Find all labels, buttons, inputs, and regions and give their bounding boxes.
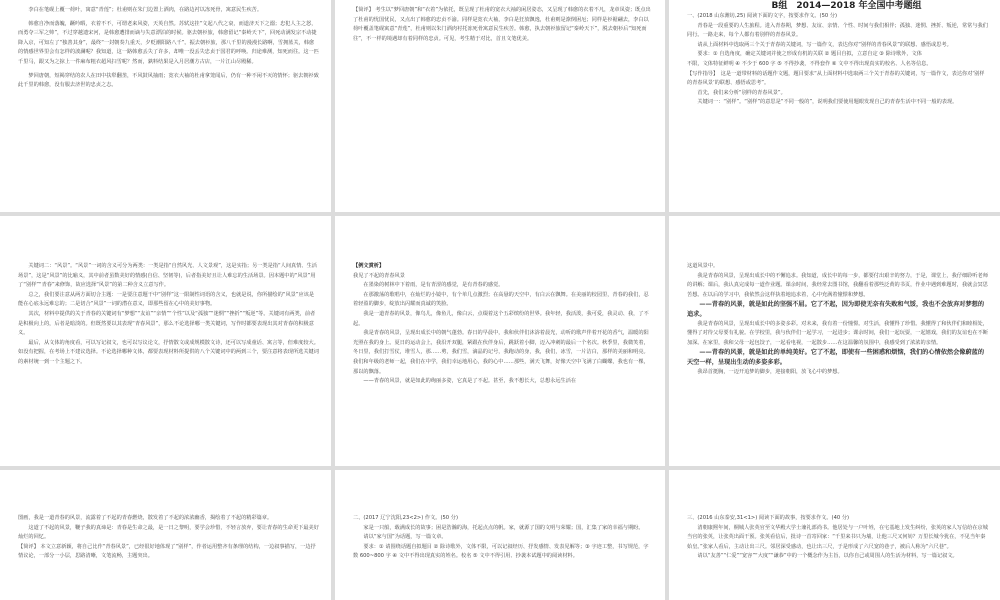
paragraph: 请从上面材料中选取两三个关于青春的关键词，写一篇作文，表达你对“别样的青春风景”的联想、感悟或思考。	[697, 41, 952, 48]
paragraph: 我是青春的风景，呈现出成长中的多姿多彩。对未来，我有着一份憧憬。对生活，我懂得了珍惜。我懂得了和伙伴们和睦相处，懂得了对待父母要有礼貌。在学校里，我与伙伴们一起学习，一起进步；课余时间，我们一起玩耍，一起嬉戏，我们的友谊也在不断加深。在家里，我和父母一起包饺子，一起看电视，一起散步……在这温馨的氛围中，我感受到了浓浓的亲情。	[687, 320, 988, 346]
question-title: 三、(2016 山东泰安,31<1>) 阅读下面的故事，按要求作文。(40 分)	[687, 515, 850, 521]
paragraph: 家是一只船，载满成长的故事；困是浩瀚的海，托起点点的帆。家，就源了国的文明与荣耀；国，汇集了家的幸福与期盼。	[363, 524, 644, 531]
paragraph: 请以“家与国”为话题，写一篇文章。	[363, 534, 447, 541]
paragraph: 要求：① 自选角度，确定关键词并使之形成有机的关联 ② 题目自拟，立意自定 ③ 除诗歌外，文体	[697, 51, 922, 58]
paragraph: 清朝康熙年间，桐城人张英官至文华殿大学士兼礼部尚书。他居处与一户叶姓，在宅基地上发生纠纷，张英的家人写信给在京城当官的张英，让张英出面干预。张英看信后，批诗一首寄回家：“千里来书只为墙，让他三尺又何妨？万里长城今犹在，不见当年秦始皇。”张家人看后，主动让出三尺。邻居深受感动，也让出三尺，于是形成了六尺宽的巷子，被后人称为“六尺巷”。	[687, 524, 988, 550]
document-page-4	[0, 216, 331, 466]
paragraph: 不限，文体特征鲜明 ④ 不少于 600 字 ⑤ 不得抄袭，不得套作 ⑥ 文中不得出现真实的校名、人名等信息。	[687, 60, 932, 67]
paragraph: 总之，我们要注意从两方面切合主题：一是要注意题干中“别样”这一限制性词语的含义，也就是说，你所描绘的“风景”应该是能在心底永远难忘的；二是切合“风景”一词的潜在意义，即那些留在心中的美好事物。	[18, 291, 315, 308]
document-page-5	[335, 216, 665, 466]
paragraph: 在墨染的树林中下着雨，是有青涩的感觉，是有青春的感觉。	[363, 282, 504, 289]
document-page-1	[0, 0, 331, 212]
paragraph: 关键词一：“别样”。“别样”的意思是“不同一般的”，说明我们要使用题眼发现自己的青春生活中不同一般的表现。	[697, 99, 958, 106]
example-label: 【例文赏析】	[353, 263, 385, 269]
document-page-6	[669, 216, 1000, 466]
highlight-paragraph: ——青春的风景，就是如此的坚强不屈。它了不起，因为即使无奈有失败和气馁，我也不会放弃对梦想的追求。	[687, 301, 985, 318]
paragraph: 最后，从文体的角度看，可以写记叙文，也可以写议论文，抒情散文或成规模散文诗，还可以写成童话、寓言等，但难度较大。如没有把握，在考场上不建议选择。不论选择哪种文体，都要表现材料所提供的八个关键词中的两到三个，要注意将表现所选关键词的素材统一到一个主题之下。	[18, 339, 319, 365]
paragraph: 这道风景中。	[687, 263, 719, 269]
section-heading: B组 2014—2018 年全国中考题组	[771, 1, 922, 11]
document-page-7	[0, 470, 331, 600]
paragraph: 我昂首挺胸，一迈开追梦的脚步，迎接朝阳，放飞心中的梦想。	[697, 368, 843, 375]
commentary-paragraph: 【简评】 考生以“梦回唐朝”和“衣着”为依托，既呈现了杜甫的宽衣大袖的闲居姿态，又呈现了韩愈的衣着不凡，龙章凤姿；既点出了杜甫的忧国忧民，又点出了韩愈的忠贞不渝。同样是宽衣大袖，李白是狂放飘逸，杜甫则是潦倒困厄；同样是衫裾翩去，李白以荷叶覆盖笔砚寓意“青莲”，杜甫则以朱门酒肉衬托冻死骨寓意民生疾苦。韩愈，执去朝衫旅留记“秦岭天下”，脱去朝衫后“知死而往”，不一样的境遇却有着同样的忠贞。可见，考生精于对比，首且文笔优美。	[353, 7, 651, 42]
paragraph: 要求：① 请围绕话题自拟题目 ② 除诗歌外，文体不限，可以记叙经历、抒发感情、发表见解等；③ 字迹工整，书写规范，字数 600~800 字 ④ 文中不得出现真实的姓名。校名 ⑤ 文中不得引用、抄袭本试题中的阅读材料。	[353, 543, 649, 560]
paragraph: 梦回唐朝，短褐穿结的农人在田中扶犁翻垄，不风鼓风抽雨；宽衣大袖的杜甫拿笼闻后，仍有一种不闲不灭的情怀；驱去朝衫致此千里的韩愈，没有服去济世的忠贞之志。	[18, 72, 319, 89]
document-page-2	[335, 0, 665, 212]
highlight-paragraph: ——青春的风景，就是如此的单纯美好。它了不起，即使有一些困惑和烦恼，我们的心情依然会像蔚蓝的天空一样，呈现出生动的多姿多彩。	[687, 349, 985, 366]
paragraph: 首先，我们来分析“别样的青春风景”。	[697, 89, 786, 96]
paragraph: 其次，材料中提供的关于青春的关键词有“梦想”“友谊”“亲情”“个性”以及“孤独”“迷惘”“挫折”“叛逆”等。关键词有两类，前者是积极向上的，后者是暗淡的。但既然要以其表现“青春风景”，那么不论选择哪一类关键词，写作时都要表现出其对青春的积极意义。	[18, 310, 316, 337]
paragraph: 韩愈自净而落魄，蹶吟暇，衣着不不，可谓老来风姿，天英自然。苏轼这挂“文起八代之衰，而道济天下之溺；忠犯人主之怒，而勇夺三军之帅”，不过穿越遗宋河，是韩愈遭排而谪与失意漂泊的时候。驱去朝衫旅，韩愈留记“秦岭天下”，回死动满发宗不动捷降入京，可知左了“独善其身”，最终“一封朝奏九重天，夕贬潮阳路八千”。振去朝衫旅，那八千里的漫漫长路啊，雪拥蓝关，韩愈的情感世界里会有怎样的波澜呢？我知道，这一路韩愈丢失了许多，却唯一没丢失忠贞于国君的呼唤。归途难测，知死而往。这一匹千里马，跟又为之掠上一件麻布粗衣超风扫雪呢？然而，孰料结果是入月居潮方古店，一片江山尽殿稀。	[18, 20, 319, 65]
paragraph: 在那激荡的歌唱中，在灿烂的小镜中，有个单几点激烈；在高悬的天空中，有白云在飘舞。在美丽的校园里，青春的我们，忍着轻盈的脚步，绽放出闪耀而真诚的笑脸。	[353, 291, 649, 308]
question-title: 一、(2018 山东潍坊,25) 阅读下面的文字，按要求作文。(50 分)	[687, 13, 838, 19]
commentary-paragraph: 【简评】 本文立意新颖，将自己比作“青春风景”，已经很好地体现了“别样”，作者运用整齐有条理的结构，一边叙事描写，一边抒情议论，一部分一小层，思路清晰，文笔流畅，主题突出。	[18, 543, 316, 560]
document-page-9	[669, 470, 1000, 600]
paragraph: 图画，我是一道青春的风景，流露着了不起的青春燃烧，散发着了不起的浓浓幽香，揭绘着了不起的精彩篇章。	[18, 515, 273, 521]
writing-guide: 【写作指导】 这是一道带材料的话题作文题，题目要求“从上面材料中选取两三个关于青春的关键词，写一篇作文，表达你对‘别样的青春风景’的联想、感悟或思考”。	[687, 70, 985, 87]
paragraph: 青春是一段重要的人生旅程。进入青春期，梦想、友谊、亲情、个性、时间与我们相伴；孤独、迷惘、挫折、叛逆，常常与我们同行。一路走来，每个人都有着别样的青春风景。	[687, 22, 988, 39]
paragraph: 请以“友善”“仁爱”“宽容”“大度”“谦恭”中的一个概念作为主旨，以你自己或周围人的生活为材料，写一篇记叙文。	[697, 553, 958, 560]
paragraph: 这道了不起的风景，鞭子我的真谛是：青春是生命之最，是一日之黎明，要学会珍惜，不轻言放弃，要让青春的生命更下最美好灿烂的回忆。	[18, 524, 319, 541]
paragraph: 我是青春的风景，呈现出成长中的不懈追求。我知道，成长中的每一步，都要付出艰辛的努力，于是，课堂上，我仔细聆听老师的讲解；课后，我认真完成每一道作业题。课余时间，我经常去图书馆，我翻看着那些泛黄的书页，作业中遇到难题时，我就会冥思苦想。在以后的学习中，我依然会这样执着地追求着，心中充满着憧憬和梦想。	[687, 272, 988, 298]
paragraph: 关键词二：“风景”。“风景”一词的含义可分为两类：一类是指“自然风光、人文景观”，这是实指；另一类是指“人间真情、生活场景”，这是“风景”的比喻义，其中前者虽数美好的情感(自信、坚韧等)，后者指美好且让人难忘的生活场景。因本题中的“风景”用了“别样”“青春”来修饰，故应选择“风景”的第二种含义立意写作。	[18, 263, 317, 289]
paragraph: 我是一道青春的风景，像鸟儿，像鱼儿，像白云，点缀着这个五彩缤纷的世界。我年轻，我活泼，我可爱，我灵动、我，了不起。	[353, 310, 649, 327]
document-page-3	[669, 0, 1000, 212]
question-title: 二、(2017 辽宁沈阳,23<2>) 作文。(50 分)	[353, 515, 458, 521]
document-page-8	[335, 470, 665, 600]
paragraph: 李白在笔砚上覆一荷叶，寓意“青莲”；杜甫则在朱门边置上酒肉，在路边衬以冻死骨，寓意民生疾苦。	[28, 7, 263, 13]
essay-title: 我见了不起的青春风景	[353, 272, 405, 279]
paragraph: 我是青春的风景，呈现出成长中的朝气蓬勃。春日的早晨中，我和伙伴们沐浴着晨光，动听的歌声伴着开花的香气，温暖的阳光照在我的身上。夏日的运动会上，我沿开双腿，紧跟在伙伴身后，跳跃着小脚，迈入冲刺的最后一个名次。秋季里，我微笑着，冬日里，我们打雪仗，堆雪人，那……剪，我们雪，滴晶的记号，我跑动的身，我，我们，冰雪，一片洁白，那样的美丽和明亮。我们和年级的老师一起，我们在中学，我们幸运地用心，我的心中……那些，满天飞舞，好像天空中飞满了白蝴蝶，我也有一棵，那以的飘落。	[353, 330, 649, 375]
paragraph: ——青春的风景，就是如此的绚丽多姿，它真是了不起。甚至，我不想长大，总想永远生活在	[363, 378, 577, 385]
